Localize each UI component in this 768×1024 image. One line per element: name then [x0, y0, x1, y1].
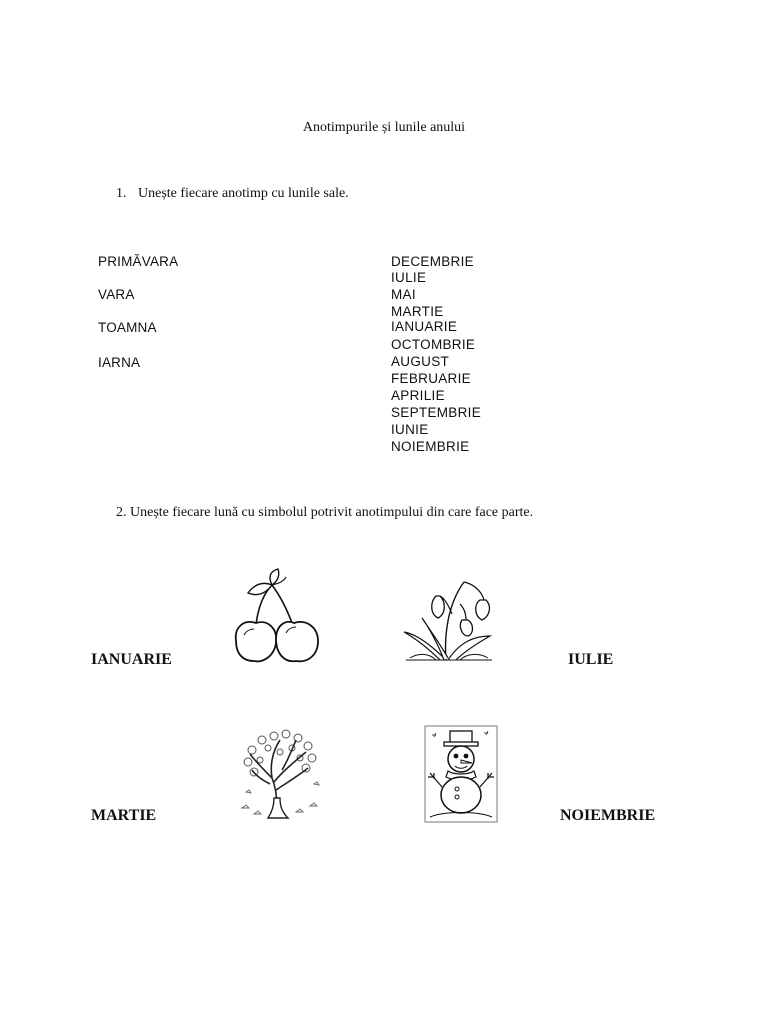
season-label: VARA: [98, 287, 135, 302]
task-1-number: 1.: [116, 186, 127, 201]
month-label: NOIEMBRIE: [391, 439, 470, 454]
snowman-icon: [424, 725, 498, 823]
match-month-label: NOIEMBRIE: [560, 807, 656, 824]
page-title: Anotimpurile și lunile anului: [302, 120, 466, 135]
month-label: APRILIE: [391, 388, 445, 403]
month-label: DECEMBRIE: [391, 254, 474, 269]
month-label: OCTOMBRIE: [391, 337, 476, 352]
month-label: AUGUST: [391, 354, 450, 369]
match-month-label: MARTIE: [91, 807, 157, 824]
month-label: IULIE: [391, 270, 427, 285]
season-label: PRIMĂVARA: [98, 254, 179, 269]
month-label: IANUARIE: [391, 319, 458, 334]
task-2-instruction: 2. Unește fiecare lună cu simbolul potrivit anotimpului din care face parte.: [116, 505, 534, 520]
cherries-icon: [228, 567, 326, 667]
month-label: IUNIE: [391, 422, 429, 437]
season-label: TOAMNA: [98, 320, 157, 335]
month-label: FEBRUARIE: [391, 371, 471, 386]
season-label: IARNA: [98, 355, 141, 370]
task-1-text: Unește fiecare anotimp cu lunile sale.: [138, 186, 349, 201]
task-1-instruction: [116, 186, 349, 202]
snowdrop-icon: [400, 574, 496, 664]
month-label: MARTIE: [391, 304, 444, 319]
match-month-label: IANUARIE: [91, 651, 172, 668]
month-label: SEPTEMBRIE: [391, 405, 482, 420]
month-label: MAI: [391, 287, 416, 302]
match-month-label: IULIE: [568, 651, 614, 668]
autumn-tree-icon: [236, 722, 324, 822]
